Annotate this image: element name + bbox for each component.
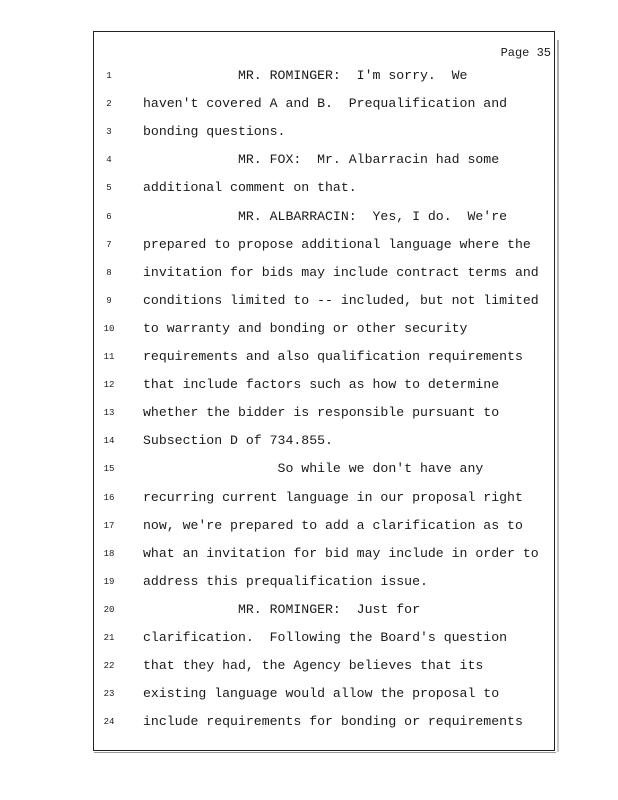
transcript-line bbox=[0, 684, 560, 704]
line-text: bonding questions. bbox=[143, 124, 286, 140]
line-number: 22 bbox=[103, 661, 115, 672]
transcript-line bbox=[0, 516, 560, 536]
frame-bottom-edge bbox=[94, 752, 556, 753]
line-number: 23 bbox=[103, 689, 115, 700]
line-number: 7 bbox=[106, 239, 112, 250]
transcript-line bbox=[0, 207, 560, 227]
line-number: 2 bbox=[106, 99, 112, 110]
line-text: Subsection D of 734.855. bbox=[143, 433, 333, 449]
line-text: prepared to propose additional language where the bbox=[143, 236, 531, 252]
line-number: 12 bbox=[103, 380, 115, 391]
line-number: 6 bbox=[106, 211, 112, 222]
line-text: haven't covered A and B. Prequalification and bbox=[143, 96, 508, 112]
line-text: So while we don't have any bbox=[143, 461, 484, 477]
transcript-line bbox=[0, 347, 560, 367]
line-number: 21 bbox=[103, 633, 115, 643]
transcript-line bbox=[0, 544, 560, 564]
line-text: whether the bidder is responsible pursuant to bbox=[143, 405, 500, 421]
transcript-line bbox=[0, 235, 560, 255]
line-text: MR. FOX: Mr. Albarracin had some bbox=[143, 152, 500, 168]
transcript-line bbox=[0, 572, 560, 592]
line-text: MR. ROMINGER: Just for bbox=[143, 601, 420, 617]
transcript-line bbox=[0, 150, 560, 170]
line-number: 13 bbox=[103, 408, 115, 419]
line-text: additional comment on that. bbox=[143, 180, 357, 196]
transcript-line bbox=[0, 263, 560, 283]
transcript-line bbox=[0, 600, 560, 620]
line-number: 19 bbox=[103, 576, 115, 587]
transcript-line bbox=[0, 628, 560, 648]
line-number: 5 bbox=[106, 183, 112, 194]
transcript-line bbox=[0, 122, 560, 142]
line-number: 8 bbox=[106, 267, 112, 278]
line-number: 24 bbox=[103, 717, 115, 728]
line-text: recurring current language in our proposal right bbox=[143, 489, 523, 505]
line-text: that include factors such as how to determine bbox=[143, 377, 500, 393]
line-number: 16 bbox=[103, 492, 115, 503]
line-text: MR. ROMINGER: I'm sorry. We bbox=[143, 68, 468, 83]
page-number: Page 35 bbox=[500, 46, 551, 60]
line-number: 18 bbox=[103, 548, 115, 559]
line-text: that they had, the Agency believes that its bbox=[143, 658, 484, 674]
line-text: conditions limited to -- included, but not limited bbox=[143, 292, 539, 308]
line-text: now, we're prepared to add a clarification as to bbox=[143, 517, 523, 533]
line-text: invitation for bids may include contract terms and bbox=[143, 264, 539, 280]
transcript-line bbox=[0, 431, 560, 451]
line-number: 3 bbox=[106, 127, 112, 138]
transcript-line bbox=[0, 403, 560, 423]
line-number: 14 bbox=[103, 436, 115, 447]
transcript-line bbox=[0, 488, 560, 508]
transcript-line bbox=[0, 375, 560, 395]
line-text: requirements and also qualification requirements bbox=[143, 349, 523, 364]
transcript-line bbox=[0, 319, 560, 339]
line-number: 4 bbox=[106, 155, 112, 166]
line-number: 1 bbox=[106, 71, 112, 81]
transcript-line bbox=[0, 94, 560, 114]
transcript-line bbox=[0, 459, 560, 479]
line-number: 10 bbox=[103, 323, 115, 334]
transcript-line bbox=[0, 178, 560, 198]
transcript-line bbox=[0, 656, 560, 676]
line-text: clarification. Following the Board's question bbox=[143, 630, 508, 645]
line-text: include requirements for bonding or requirements bbox=[143, 714, 523, 730]
transcript-line bbox=[0, 712, 560, 732]
line-text: to warranty and bonding or other security bbox=[143, 320, 468, 336]
line-number: 20 bbox=[103, 604, 115, 615]
transcript-line bbox=[0, 291, 560, 311]
line-number: 17 bbox=[103, 520, 115, 531]
line-text: existing language would allow the proposal to bbox=[143, 686, 500, 702]
margin-mark bbox=[15, 395, 19, 399]
line-number: 9 bbox=[106, 295, 112, 306]
line-text: what an invitation for bid may include in order to bbox=[143, 545, 539, 561]
transcript-line bbox=[0, 66, 560, 86]
line-text: address this prequalification issue. bbox=[143, 573, 428, 589]
line-number: 15 bbox=[103, 464, 115, 475]
line-number: 11 bbox=[103, 352, 115, 362]
line-text: MR. ALBARRACIN: Yes, I do. We're bbox=[143, 208, 508, 224]
